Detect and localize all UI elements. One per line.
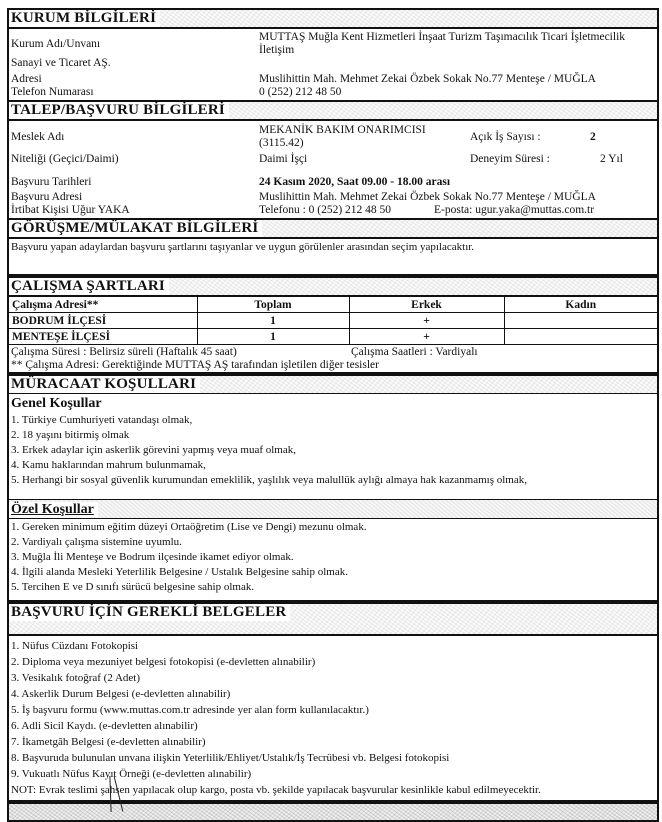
list-item: 2. 18 yaşını bitirmiş olmak	[11, 429, 130, 441]
calisma-sure-row	[11, 346, 655, 359]
irtibat-label: İrtibat Kişisi Uğur YAKA	[11, 204, 130, 216]
kurum-phone-value: 0 (252) 212 48 50	[259, 86, 342, 98]
list-item: 7. İkametgâh Belgesi (e-devletten alınabilir)	[11, 735, 206, 748]
kurum-row	[9, 57, 657, 70]
kurum-row	[9, 86, 657, 99]
cell-adres: BODRUM İLÇESİ	[9, 313, 197, 329]
nitelik-row	[9, 148, 657, 170]
cell-toplam: 1	[197, 313, 349, 329]
talep-section	[7, 102, 659, 220]
acik-is-label: Açık İş Sayısı :	[470, 130, 541, 143]
calisma-section	[7, 276, 659, 374]
kurum-name-label: Kurum Adı/Unvanı	[11, 37, 101, 50]
kurum-header	[9, 10, 657, 29]
cell-erkek: +	[349, 329, 504, 345]
kurum-address-label: Adresi	[11, 73, 42, 85]
ozel-kosullar-header	[9, 499, 657, 519]
col-header-adres: Çalışma Adresi**	[9, 297, 197, 313]
list-item: 3. Vesikalık fotoğraf (2 Adet)	[11, 671, 141, 684]
gorusme-header	[9, 220, 657, 239]
kurum-address-value: Muslihittin Mah. Mehmet Zekai Özbek Sokak No.77 Menteşe / MUĞLA	[259, 73, 596, 85]
calisma-title: ÇALIŞMA ŞARTLARI	[9, 278, 169, 295]
irtibat-email: E-posta: ugur.yaka@muttas.com.tr	[434, 204, 595, 216]
meslek-row	[9, 126, 657, 148]
gorusme-section	[7, 220, 659, 276]
list-item: 2. Vardiyalı çalışma sistemine uyumlu.	[11, 536, 182, 548]
cell-toplam: 1	[197, 329, 349, 345]
nitelik-label: Niteliği (Geçici/Daimi)	[11, 152, 119, 165]
acik-is-value: 2	[590, 130, 596, 143]
col-header-kadin: Kadın	[504, 297, 657, 313]
table-row	[9, 329, 657, 345]
list-item: 5. İş başvuru formu (www.muttas.com.tr adresinde yer alan form kullanılacaktır.)	[11, 703, 369, 716]
meslek-value: MEKANİK BAKIM ONARIMCISI (3115.42)	[259, 124, 426, 149]
tarih-row	[9, 173, 657, 191]
ozel-kosullar-list	[9, 519, 657, 600]
muracaat-header	[9, 376, 657, 394]
list-item: 9. Vukuatlı Nüfus Kayıt Örneği (e-devletten alınabilir)	[11, 767, 252, 780]
belgeler-section	[7, 602, 659, 802]
irtibat-row	[9, 204, 657, 217]
list-item: 2. Diploma veya mezuniyet belgesi fotokopisi (e-devletten alınabilir)	[11, 655, 316, 668]
kurum-phone-label: Telefon Numarası	[11, 86, 94, 98]
cell-kadin	[504, 313, 657, 329]
col-header-toplam: Toplam	[197, 297, 349, 313]
calisma-note: ** Çalışma Adresi: Gerektiğinde MUTTAŞ AŞ tarafından işletilen diğer tesisler	[11, 359, 379, 371]
list-item: 1. Gereken minimum eğitim düzeyi Ortaöğretim (Lise ve Dengi) mezunu olmak.	[11, 521, 367, 533]
belgeler-list	[9, 636, 657, 800]
calisma-saatler: Çalışma Saatleri : Vardiyalı	[351, 346, 478, 358]
kurum-name-label-cont: Sanayi ve Ticaret AŞ.	[11, 57, 111, 69]
gorusme-title: GÖRÜŞME/MÜLAKAT BİLGİLERİ	[9, 220, 262, 237]
kurum-row	[9, 73, 657, 86]
genel-kosullar-title: Genel Koşullar	[11, 396, 102, 411]
muracaat-section	[7, 374, 659, 602]
basvuru-adres-label: Başvuru Adresi	[11, 191, 83, 203]
kurum-name-value: MUTTAŞ Muğla Kent Hizmetleri İnşaat Turizm Taşımacılık Ticari İşletmecilik İletişim	[259, 31, 626, 56]
deneyim-label: Deneyim Süresi :	[470, 152, 550, 165]
talep-title: TALEP/BAŞVURU BİLGİLERİ	[9, 102, 229, 119]
list-item: 5. Tercihen E ve D sınıfı sürücü belgesine sahip olmak.	[11, 581, 255, 593]
kurum-title: KURUM BİLGİLERİ	[9, 10, 160, 27]
ozel-kosullar-title: Özel Koşullar	[9, 502, 98, 518]
list-item: 4. Kamu haklarından mahrum bulunmamak,	[11, 459, 206, 471]
irtibat-phone: Telefonu : 0 (252) 212 48 50	[259, 204, 392, 216]
belgeler-title: BAŞVURU İÇİN GEREKLİ BELGELER	[9, 604, 290, 621]
kurum-row	[9, 31, 657, 57]
muracaat-title: MÜRACAAT KOŞULLARI	[9, 376, 200, 393]
genel-kosullar-list	[9, 412, 657, 499]
job-posting-document	[7, 8, 659, 822]
belgeler-note: NOT: Evrak teslimi şahsen yapılacak olup kargo, posta vb. şekilde yapılacak başvurular kesinlikle kabul edilmeyecektir.	[11, 783, 541, 796]
list-item: 3. Erkek adaylar için askerlik görevini yapmış veya muaf olmak,	[11, 444, 296, 456]
talep-header	[9, 102, 657, 121]
basvuru-adres-row	[9, 191, 657, 204]
list-item: 1. Nüfus Cüzdanı Fotokopisi	[11, 639, 139, 652]
table-row	[9, 313, 657, 329]
col-header-erkek: Erkek	[349, 297, 504, 313]
list-item: 8. Başvuruda bulunulan unvana ilişkin Yeterlilik/Ehliyet/Ustalık/İş Tecrübesi vb. Belgesi fotokopisi	[11, 751, 450, 764]
list-item: 4. İlgili alanda Mesleki Yeterlilik Belgesine / Ustalık Belgesine sahip olmak.	[11, 566, 348, 578]
nitelik-value: Daimi İşçi	[259, 152, 308, 165]
cell-kadin	[504, 329, 657, 345]
list-item: 5. Herhangi bir sosyal güvenlik kurumundan emeklilik, yaşlılık veya malullük aylığı almaya hak kazanmamış olmak,	[11, 474, 527, 486]
basvuru-adres-value: Muslihittin Mah. Mehmet Zekai Özbek Sokak No.77 Menteşe / MUĞLA	[259, 191, 596, 203]
list-item: 3. Muğla İli Menteşe ve Bodrum ilçesinde ikamet ediyor olmak.	[11, 551, 294, 563]
list-item: 1. Türkiye Cumhuriyeti vatandaşı olmak,	[11, 414, 193, 426]
belgeler-header	[9, 604, 657, 636]
calisma-table-header	[9, 297, 657, 313]
calisma-sure: Çalışma Süresi : Belirsiz süreli (Haftalık 45 saat)	[11, 346, 237, 358]
tarih-label: Başvuru Tarihleri	[11, 175, 92, 188]
tarih-value: 24 Kasım 2020, Saat 09.00 - 18.00 arası	[259, 175, 451, 188]
kurum-section	[7, 8, 659, 102]
gorusme-text: Başvuru yapan adaylardan başvuru şartlarını taşıyanlar ve uygun görülenler arasından seçim yapılacaktır.	[11, 241, 475, 253]
list-item: 4. Askerlik Durum Belgesi (e-devletten alınabilir)	[11, 687, 231, 700]
cell-adres: MENTEŞE İLÇESİ	[9, 329, 197, 345]
calisma-table	[9, 296, 657, 345]
calisma-header	[9, 278, 657, 296]
list-item: 6. Adli Sicil Kaydı. (e-devletten alınabilir)	[11, 719, 198, 732]
cell-erkek: +	[349, 313, 504, 329]
deneyim-value: 2 Yıl	[600, 152, 623, 165]
meslek-label: Meslek Adı	[11, 130, 65, 143]
